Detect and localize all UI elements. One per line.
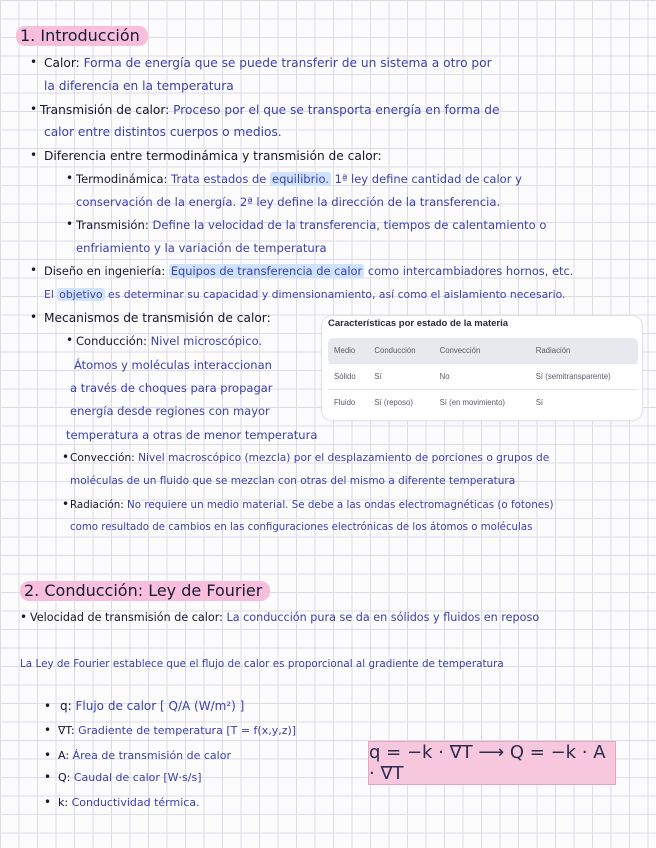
calor-def-2: la diferencia en la temperatura <box>44 79 234 93</box>
trans-term: Transmisión de calor: <box>40 103 170 117</box>
objetivo-highlight: objetivo <box>59 288 103 301</box>
diseno-line-1 <box>44 263 573 279</box>
diseno-def-2b: es determinar su capacidad y dimensionamiento, así como el aislamiento necesario. <box>108 288 566 301</box>
velocidad-term: Velocidad de transmisión de calor: <box>30 611 223 624</box>
cond-def-2: Átomos y moléculas interaccionan <box>74 358 272 372</box>
table-cell: Sí <box>368 364 433 390</box>
table-row <box>328 364 638 390</box>
table-cell: Fluido <box>328 390 368 416</box>
k-def: Conductividad térmica. <box>71 796 200 809</box>
bullet-icon: • <box>30 55 38 69</box>
transm-term: Transmisión: <box>76 218 149 232</box>
table-header-cell: Medio <box>328 338 368 364</box>
bullet-icon: • <box>44 770 52 784</box>
materia-table-card <box>322 316 642 420</box>
bullet-icon: • <box>30 310 38 324</box>
bullet-icon: • <box>30 102 38 116</box>
termo-def-2: conservación de la energía. 2ª ley define la dirección de la transferencia. <box>76 195 501 209</box>
bullet-icon: • <box>44 748 52 762</box>
diferencia-heading: Diferencia entre termodinámica y transmisión de calor: <box>44 149 382 163</box>
trans-def-2: calor entre distintos cuerpos o medios. <box>44 125 282 139</box>
area-def: Área de transmisión de calor <box>72 749 231 762</box>
cond-term: Conducción: <box>76 334 147 348</box>
q-def: Flujo de calor <box>75 699 157 713</box>
bullet-icon: • <box>20 610 28 624</box>
cond-line-1 <box>76 333 262 349</box>
cond-def-1: Nivel microscópico. <box>150 334 263 348</box>
cond-def-5: temperatura a otras de menor temperatura <box>66 428 318 442</box>
calor-term: Calor: <box>44 56 80 70</box>
trans-def-1: Proceso por el que se transporta energía en forma de <box>173 103 500 117</box>
ley-fourier-statement: La Ley de Fourier establece que el flujo de calor es proporcional al gradiente de temperatura <box>20 658 504 670</box>
fourier-formula-box <box>368 741 616 785</box>
conv-def-1: Nivel macroscópico (mezcla) por el desplazamiento de porciones o grupos de <box>138 452 550 464</box>
termo-line-1 <box>76 171 522 187</box>
grad-unit: [T = f(x,y,z)] <box>226 724 297 737</box>
materia-table <box>328 338 638 415</box>
velocidad-def: La conducción pura se da en sólidos y fluidos en reposo <box>226 611 540 624</box>
bullet-icon: • <box>44 699 52 713</box>
rad-line-1 <box>70 497 553 513</box>
q-unit: [ Q/A (W/m²) ] <box>160 699 245 713</box>
bullet-icon: • <box>30 148 38 162</box>
table-cell: Sí <box>530 390 638 416</box>
transm-def-1: Define la velocidad de la transferencia, tiempos de calentamiento o <box>152 218 547 232</box>
bullet-icon: • <box>62 450 70 464</box>
table-header-cell: Convección <box>434 338 530 364</box>
grad-def: Gradiente de temperatura <box>78 724 223 737</box>
fourier-formula: q = −k · ∇T ⟶ Q = −k · A · ∇T <box>369 742 606 784</box>
section-1-title-text: 1. Introducción <box>16 26 148 46</box>
diseno-term: Diseño en ingeniería: <box>44 264 166 278</box>
velocidad-line <box>30 610 539 626</box>
table-header-cell: Conducción <box>368 338 433 364</box>
k-term: k: <box>58 796 69 809</box>
bullet-icon: • <box>66 333 74 347</box>
caudal-term: Q: <box>58 771 71 784</box>
table-cell: Sólido <box>328 364 368 390</box>
grad-line <box>58 723 296 739</box>
bullet-icon: • <box>30 263 38 277</box>
bullet-icon: • <box>44 795 52 809</box>
calor-def-1: Forma de energía que se puede transferir de un sistema a otro por <box>83 56 492 70</box>
table-title: Características por estado de la materia <box>328 318 509 329</box>
table-cell: Sí (en movimiento) <box>434 390 530 416</box>
bullet-icon: • <box>66 171 74 185</box>
mecanismos-heading: Mecanismos de transmisión de calor: <box>44 311 271 325</box>
k-line <box>58 795 200 811</box>
conv-line-1 <box>70 450 549 466</box>
termo-term: Termodinámica: <box>76 172 168 186</box>
q-line <box>60 698 244 714</box>
equilibrio-highlight: equilibrio. <box>272 172 329 186</box>
table-cell: No <box>434 364 530 390</box>
calor-line-1 <box>44 55 492 71</box>
caudal-def: Caudal de calor <box>73 771 160 784</box>
transm-def-2: enfriamiento y la variación de temperatura <box>76 241 327 255</box>
termo-def-1a: Trata estados de <box>171 172 267 186</box>
table-header-cell: Radiación <box>530 338 638 364</box>
section-2-title <box>20 581 270 600</box>
grad-term: ∇T: <box>58 724 75 737</box>
rad-def-1: No requiere un medio material. Se debe a las ondas electromagnéticas (o fotones) <box>127 499 554 511</box>
cond-def-4: energía desde regiones con mayor <box>70 404 270 418</box>
caudal-unit: [W·s/s] <box>163 771 202 784</box>
area-line <box>58 748 231 764</box>
equipos-highlight: Equipos de transferencia de calor <box>170 264 363 278</box>
table-row <box>328 390 638 416</box>
termo-def-1b: 1ª ley define cantidad de calor y <box>334 172 522 186</box>
bullet-icon: • <box>62 497 70 511</box>
diseno-line-2 <box>44 287 565 303</box>
table-cell: Sí (reposo) <box>368 390 433 416</box>
bullet-icon: • <box>66 217 74 231</box>
trans-line-1 <box>40 102 500 118</box>
section-2-title-text: 2. Conducción: Ley de Fourier <box>20 581 270 601</box>
q-term: q: <box>60 699 72 713</box>
area-term: A: <box>58 749 70 762</box>
caudal-line <box>58 770 202 786</box>
diseno-def-2a: El <box>44 288 54 301</box>
table-cell: Sí (semitransparente) <box>530 364 638 390</box>
diseno-def-1b: como intercambiadores hornos, etc. <box>367 264 574 278</box>
section-1-title <box>16 26 148 45</box>
conv-term: Convección: <box>70 452 135 464</box>
rad-def-2: como resultado de cambios en las configuraciones electrónicas de los átomos o moléculas <box>70 522 533 533</box>
cond-def-3: a través de choques para propagar <box>70 381 273 395</box>
transm-line-1 <box>76 217 546 233</box>
rad-term: Radiación: <box>70 499 124 511</box>
bullet-icon: • <box>44 723 52 737</box>
conv-def-2: moléculas de un fluido que se mezclan con otras del mismo a diferente temperatura <box>70 475 516 487</box>
table-header-row <box>328 338 638 364</box>
